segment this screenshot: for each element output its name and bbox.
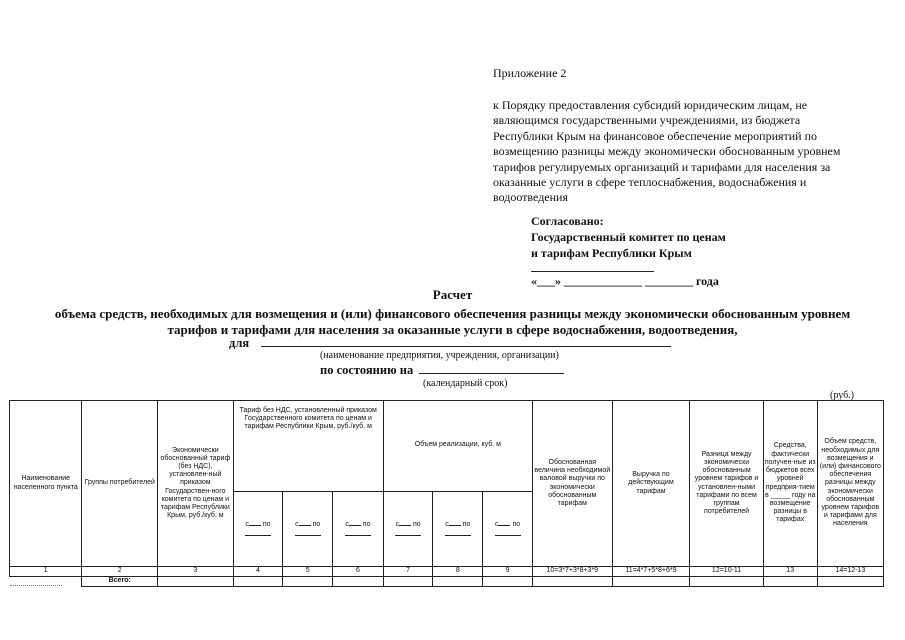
column-number: 5 <box>283 567 333 577</box>
column-number: 12=10-11 <box>690 567 764 577</box>
column-number: 11=4*7+5*8+6*9 <box>612 567 690 577</box>
total-cell <box>763 577 817 587</box>
period-header: с по <box>333 492 384 567</box>
header-tariff-group: Тариф без НДС, установленный приказом Государственного комитета по ценам и тарифам Республики Крым, руб./куб. м <box>233 401 383 492</box>
organization-note: (наименование предприятия, учреждения, организации) <box>320 350 559 361</box>
column-number: 2 <box>82 567 158 577</box>
total-cell <box>383 577 433 587</box>
for-row <box>229 336 671 351</box>
approval-org-line1: Государственный комитет по ценам <box>531 230 726 244</box>
total-cell <box>333 577 384 587</box>
document-subtitle-line2: тарифов и тарифами для населения за оказанные услуги в сфере водоснабжения, водоотведения, <box>167 322 738 337</box>
organization-blank <box>261 336 671 347</box>
column-number: 9 <box>483 567 533 577</box>
header-econ-tariff: Экономически обоснованный тариф (без НДС), установлен-ный приказом Государствен-ного комитета по ценам и тарифам Республики Крым, руб./куб. м <box>158 401 234 567</box>
document-title: Расчет <box>432 287 473 302</box>
approval-label: Согласовано: <box>531 214 604 228</box>
total-cell <box>283 577 333 587</box>
period-header: с по <box>433 492 483 567</box>
column-number: 4 <box>233 567 283 577</box>
total-cell <box>233 577 283 587</box>
approval-date: «___» _____________ ________ года <box>531 274 719 288</box>
as-of-label: по состоянию на <box>320 363 414 377</box>
approval-org-line2: и тарифам Республики Крым <box>531 246 692 260</box>
column-number: 6 <box>333 567 384 577</box>
total-cell <box>612 577 690 587</box>
for-label: для <box>229 336 250 350</box>
column-number: 1 <box>10 567 82 577</box>
column-number: 7 <box>383 567 433 577</box>
header-difference: Разница между экономически обоснованным уровнем тарифов и установлен-ными тарифами по всем группам потребителей <box>690 401 764 567</box>
header-funds-required: Объем средств, необходимых для возмещения и (или) финансового обеспечения разницы между экономически обоснованным уровнем тарифов и тарифами для населения <box>817 401 883 567</box>
header-funds-received: Средства, фактически получен-ные из бюджетов всех уровней предприя-тием в _____ году на возмещение разницы в тарифах <box>763 401 817 567</box>
period-header: с по <box>283 492 333 567</box>
total-cell <box>532 577 612 587</box>
column-number: 13 <box>763 567 817 577</box>
period-header: с по <box>383 492 433 567</box>
header-consumer-groups: Группы потребителей <box>82 401 158 567</box>
total-cell <box>483 577 533 587</box>
total-row <box>10 577 884 587</box>
total-cell <box>158 577 234 587</box>
appendix-title: Приложение 2 <box>493 66 567 80</box>
approval-block <box>531 213 771 261</box>
document-subtitle-line1: объема средств, необходимых для возмещения и (или) финансового обеспечения разницы между экономически обоснованным уровнем <box>54 306 851 321</box>
column-number: 14=12-13 <box>817 567 883 577</box>
total-cell <box>690 577 764 587</box>
total-cell <box>817 577 883 587</box>
total-label: Всего: <box>82 577 158 587</box>
header-revenue-actual: Выручка по действующим тарифам <box>612 401 690 567</box>
header-settlement: Наименование населенного пункта <box>10 401 82 567</box>
scan-artifact <box>10 585 62 586</box>
period-header: с по <box>233 492 283 567</box>
calendar-note: (календарный срок) <box>423 378 508 389</box>
header-volume-group: Объем реализации, куб. м <box>383 401 532 492</box>
column-number: 8 <box>433 567 483 577</box>
calculation-table <box>9 400 884 587</box>
column-number: 3 <box>158 567 234 577</box>
signature-line <box>531 271 654 272</box>
date-blank <box>419 363 564 374</box>
as-of-row <box>320 363 564 378</box>
appendix-text: к Порядку предоставления субсидий юридическим лицам, не являющимся государственными учреждениями, из бюджета Республики Крым на финансовое обеспечение мероприятий по возмещению разницы между экономически обоснованным уровнем тарифов регулируемых организаций и тарифами для населения за оказанные услуги в сфере теплоснабжения, водоснабжения и водоотведения <box>493 98 841 205</box>
header-revenue-need: Обоснованная величина необходимой валовой выручки по экономически обоснованным тарифам <box>532 401 612 567</box>
column-number-row <box>10 567 884 577</box>
period-header: с по <box>483 492 533 567</box>
column-number: 10=3*7+3*8+3*9 <box>532 567 612 577</box>
total-cell <box>433 577 483 587</box>
currency-unit: (руб.) <box>830 390 854 401</box>
